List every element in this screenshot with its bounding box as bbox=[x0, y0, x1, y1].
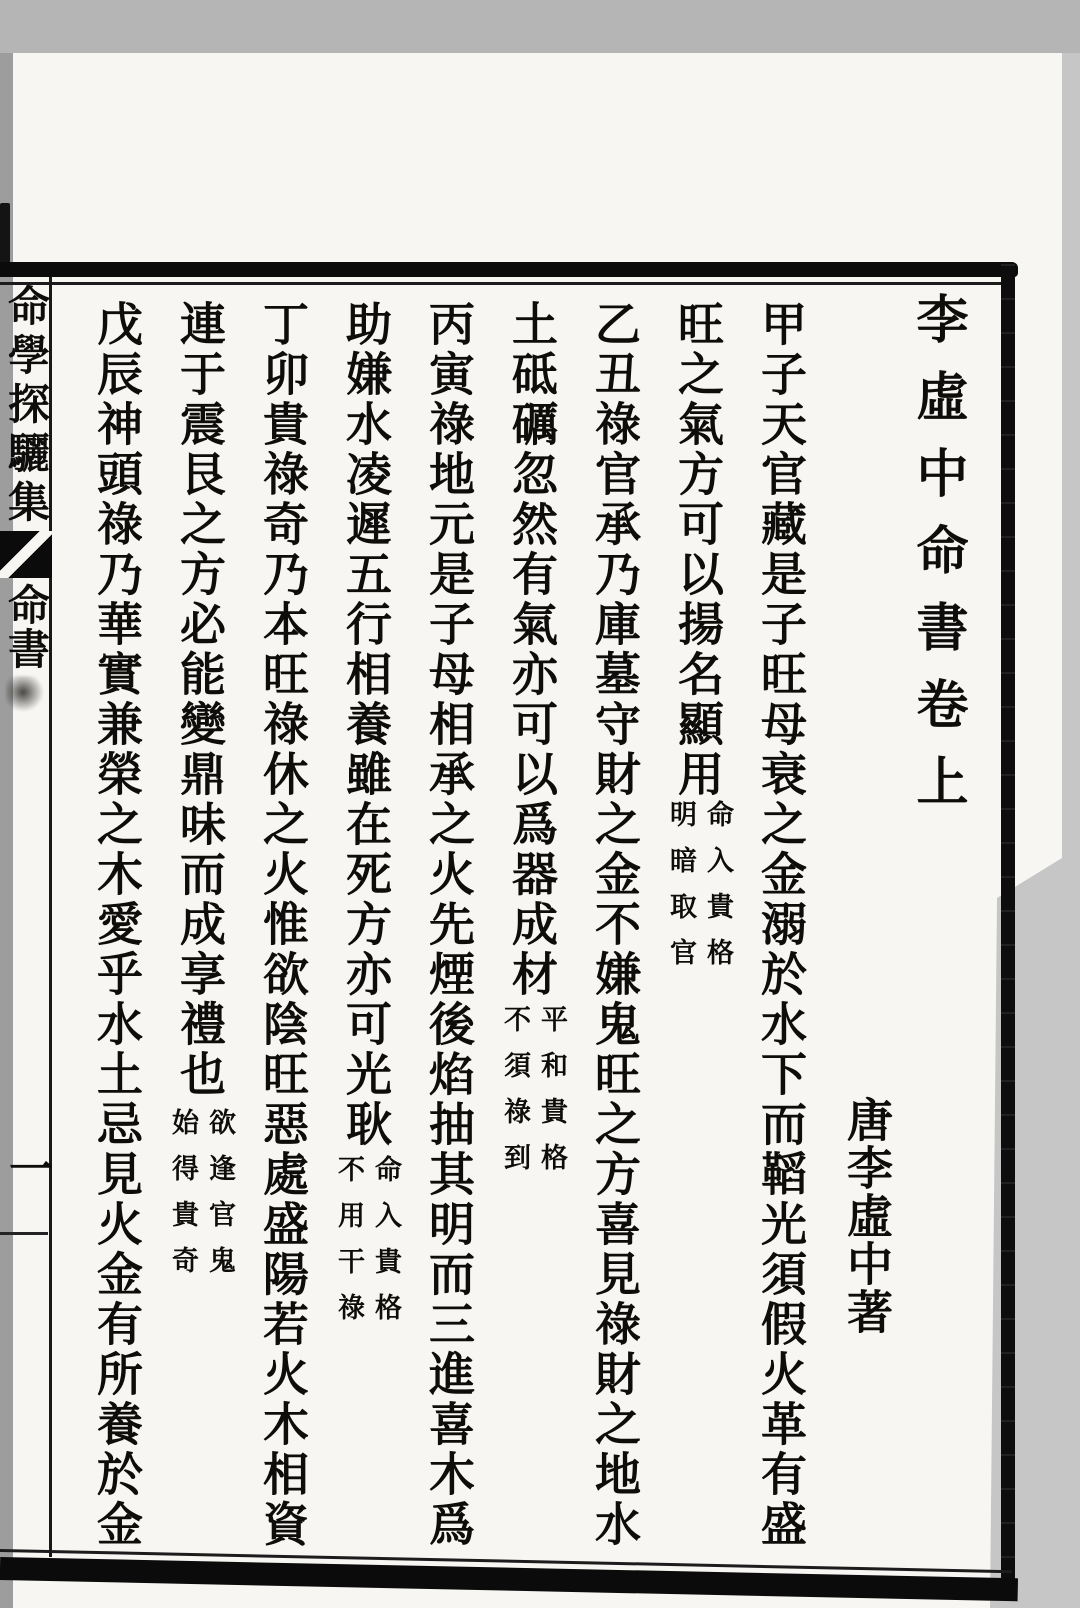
column-text: 戊辰神頭祿乃華實兼榮之木愛乎水土忌見火金有所養於金 bbox=[90, 300, 144, 1550]
text-column-3 bbox=[573, 300, 656, 1575]
frame-border-top bbox=[0, 262, 1018, 277]
column-text: 旺之氣方可以揚名顯用 bbox=[671, 300, 725, 800]
column-text: 丁卯貴祿奇乃本旺祿休之火惟欲陰旺惡處盛陽若火木相資 bbox=[256, 300, 310, 1550]
inline-note-left: 始得貴奇 bbox=[167, 1108, 198, 1292]
text-column-4 bbox=[490, 300, 573, 1575]
scan-ink-artifact bbox=[0, 203, 10, 263]
inline-note-left: 不須祿到 bbox=[499, 1005, 530, 1189]
text-column-1 bbox=[739, 300, 822, 1575]
column-text: 乙丑祿官承乃庫墓守財之金不嫌鬼旺之方喜見祿財之地水 bbox=[588, 300, 642, 1550]
book-title: 李虛中命書卷上 bbox=[907, 292, 968, 831]
frame-border-right bbox=[1001, 264, 1015, 1600]
column-text: 助嫌水凌遲五行相養雖在死方亦可光耿 bbox=[339, 300, 393, 1150]
page-number: 一 bbox=[1, 1146, 52, 1190]
column-text: 丙寅祿地元是子母相承之火先煙後焰抽其明而三進喜木爲 bbox=[422, 300, 476, 1550]
text-column-5 bbox=[407, 300, 490, 1575]
text-column-9 bbox=[75, 300, 158, 1575]
text-column-8 bbox=[158, 300, 241, 1575]
text-column-6 bbox=[324, 300, 407, 1575]
frame-border-top-inner bbox=[0, 282, 1010, 285]
page-number-rule bbox=[0, 1232, 48, 1235]
author-attribution: 唐李虛中著 bbox=[840, 1096, 894, 1336]
column-text: 甲子天官藏是子旺母衰之金溺於水下而鞱光須假火革有盛 bbox=[754, 300, 808, 1550]
column-text: 土砥礪忽然有氣亦可以爲器成材 bbox=[505, 300, 559, 1000]
spine-section-label: 命書 bbox=[2, 583, 51, 671]
scan-gutter-top bbox=[0, 0, 1080, 53]
text-column-7 bbox=[241, 300, 324, 1575]
text-column-2 bbox=[656, 300, 739, 1575]
ink-smudge bbox=[6, 676, 44, 712]
inline-note-right: 命入貴格 bbox=[702, 800, 733, 984]
column-text: 連于震艮之方必能變鼎味而成享禮也 bbox=[173, 300, 227, 1100]
inline-note-left: 不用干祿 bbox=[333, 1155, 364, 1339]
inline-note-right: 命入貴格 bbox=[370, 1155, 401, 1339]
inline-note-right: 欲逢官鬼 bbox=[204, 1108, 235, 1292]
inline-note-right: 平和貴格 bbox=[536, 1005, 567, 1189]
spine-series-title: 命學探驪集 bbox=[2, 284, 51, 529]
inline-note-left: 明暗取官 bbox=[665, 800, 696, 984]
fishtail-mark bbox=[0, 531, 52, 578]
